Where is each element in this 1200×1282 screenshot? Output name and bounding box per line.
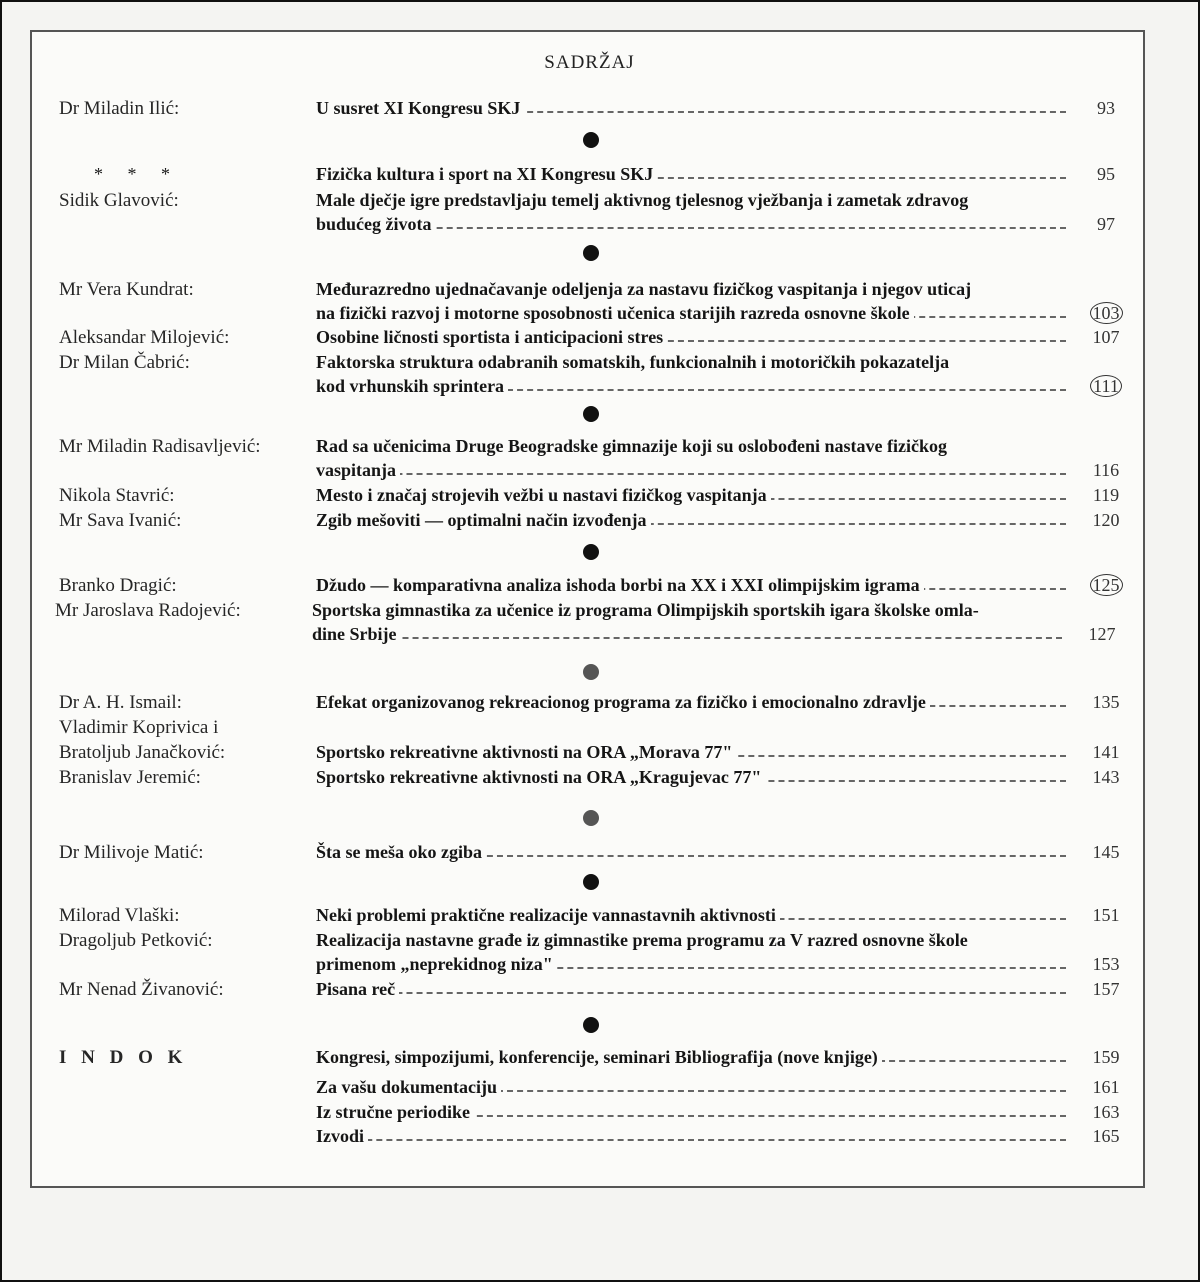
- toc-entry[interactable]: [316, 436, 1126, 484]
- toc-title-line: Iz stručne periodike: [316, 1102, 474, 1122]
- toc-title-line: Sportsko rekreativne aktivnosti na ORA „Kragujevac 77": [316, 767, 765, 787]
- toc-title-line: Izvodi: [316, 1126, 368, 1146]
- toc-author: Mr Miladin Radisavljević:: [59, 436, 261, 457]
- page-number: 93: [1097, 98, 1115, 118]
- toc-title-line: Za vašu dokumentaciju: [316, 1077, 501, 1097]
- page-number: 141: [1092, 742, 1120, 762]
- toc-title-line: budućeg života: [316, 214, 436, 234]
- toc-author: Dragoljub Petković:: [59, 930, 213, 951]
- toc-title-line: Sportsko rekreativne aktivnosti na ORA „Morava 77": [316, 742, 736, 762]
- page-number: 165: [1092, 1126, 1120, 1146]
- toc-entry[interactable]: [316, 1126, 1126, 1150]
- toc-entry[interactable]: [316, 575, 1126, 599]
- toc-title-line: Šta se meša oko zgiba: [316, 842, 486, 862]
- toc-title-line: kod vrhunskih sprintera: [316, 376, 508, 396]
- toc-entry[interactable]: [316, 327, 1126, 351]
- page-number-circled: 103: [1090, 302, 1123, 324]
- page-number-circled: 125: [1090, 574, 1123, 596]
- page-number: [1086, 575, 1126, 596]
- toc-content: [32, 32, 1143, 1186]
- toc-entry[interactable]: [316, 164, 1126, 188]
- toc-entry[interactable]: [316, 767, 1126, 791]
- section-bullet: [583, 810, 599, 826]
- toc-entry[interactable]: [316, 190, 1126, 238]
- toc-title-line: Efekat organizovanog rekreacionog programa za fizičko i emocionalno zdravlje: [316, 692, 930, 712]
- toc-author: Mr Nenad Živanović:: [59, 979, 224, 1000]
- page-number: 151: [1092, 905, 1120, 925]
- page-number: 153: [1092, 954, 1120, 974]
- section-bullet: [583, 544, 599, 560]
- page-number: 107: [1092, 327, 1120, 347]
- toc-entry[interactable]: [316, 485, 1126, 509]
- toc-author: Vladimir Koprivica i: [59, 717, 219, 738]
- page-title: SADRŽAJ: [544, 52, 635, 73]
- toc-title-line: Pisana reč: [316, 979, 399, 999]
- page-number: 116: [1092, 460, 1120, 480]
- toc-author: Nikola Stavrić:: [59, 485, 175, 506]
- toc-author: Bratoljub Janačković:: [59, 742, 226, 763]
- section-bullet: [583, 245, 599, 261]
- toc-title-line: Male dječje igre predstavljaju temelj aktivnog tjelesnog vježbanja i zametak zdravog: [316, 190, 972, 210]
- toc-title-line: vaspitanja: [316, 460, 400, 480]
- toc-author-stars: * * *: [94, 164, 180, 184]
- toc-title-line: Međurazredno ujednačavanje odeljenja za nastavu fizičkog vaspitanja i njegov uticaj: [316, 279, 975, 299]
- page-number: 127: [1088, 624, 1116, 644]
- toc-author: Mr Sava Ivanić:: [59, 510, 182, 531]
- toc-author: Dr Milan Čabrić:: [59, 352, 190, 373]
- page-number: 120: [1092, 510, 1120, 530]
- toc-author: Dr Milivoje Matić:: [59, 842, 204, 863]
- page-number: 159: [1092, 1047, 1120, 1067]
- toc-title-line: U susret XI Kongresu SKJ: [316, 98, 524, 118]
- toc-entry[interactable]: [316, 352, 1126, 400]
- toc-author: Milorad Vlaški:: [59, 905, 180, 926]
- page-number: 135: [1092, 692, 1120, 712]
- page-number-circled: 111: [1090, 375, 1122, 397]
- section-bullet: [583, 406, 599, 422]
- toc-title-line: Rad sa učenicima Druge Beogradske gimnazije koji su oslobođeni nastave fizičkog: [316, 436, 951, 456]
- toc-title-line: dine Srbije: [312, 624, 401, 644]
- toc-author: Mr Jaroslava Radojević:: [55, 600, 241, 621]
- toc-author: Branislav Jeremić:: [59, 767, 201, 788]
- toc-entry[interactable]: [316, 98, 1126, 122]
- section-bullet: [583, 132, 599, 148]
- toc-title-line: Faktorska struktura odabranih somatskih, funkcionalnih i motoričkih pokazatelja: [316, 352, 953, 372]
- section-bullet: [583, 874, 599, 890]
- toc-entry[interactable]: [316, 1077, 1126, 1101]
- document-page: [30, 30, 1145, 1188]
- toc-title-line: Osobine ličnosti sportista i anticipacioni stres: [316, 327, 667, 347]
- toc-entry[interactable]: [316, 842, 1126, 866]
- toc-entry[interactable]: [316, 742, 1126, 766]
- page-number: 95: [1097, 164, 1115, 184]
- section-bullet: [583, 1017, 599, 1033]
- page-number: 161: [1092, 1077, 1120, 1097]
- toc-entry[interactable]: [316, 1102, 1126, 1126]
- page-number: 97: [1097, 214, 1115, 234]
- toc-title-line: Fizička kultura i sport na XI Kongresu SKJ: [316, 164, 657, 184]
- section-bullet: [583, 664, 599, 680]
- toc-title-line: primenom „neprekidnog niza": [316, 954, 557, 974]
- toc-entry[interactable]: [316, 692, 1126, 716]
- page-number: 143: [1092, 767, 1120, 787]
- toc-entry[interactable]: [312, 600, 1122, 648]
- toc-title-line: Zgib mešoviti — optimalni način izvođenja: [316, 510, 651, 530]
- toc-title-line: Realizacija nastavne građe iz gimnastike prema programu za V razred osnovne škole: [316, 930, 972, 950]
- toc-author: Branko Dragić:: [59, 575, 177, 596]
- toc-title-line: Džudo — komparativna analiza ishoda borbi na XX i XXI olimpijskim igrama: [316, 575, 924, 595]
- toc-title-line: Neki problemi praktične realizacije vannastavnih aktivnosti: [316, 905, 780, 925]
- toc-author: Dr Miladin Ilić:: [59, 98, 180, 119]
- page-number: [1086, 376, 1126, 397]
- toc-entry[interactable]: [316, 1047, 1126, 1071]
- toc-entry[interactable]: [316, 510, 1126, 534]
- toc-title-line: Kongresi, simpozijumi, konferencije, seminari Bibliografija (nove knjige): [316, 1047, 882, 1067]
- toc-title-line: Sportska gimnastika za učenice iz programa Olimpijskih sportskih igara školske omla-: [312, 600, 983, 620]
- toc-entry[interactable]: [316, 930, 1126, 978]
- toc-title-line: na fizički razvoj i motorne sposobnosti učenica starijih razreda osnovne škole: [316, 303, 914, 323]
- toc-author: Sidik Glavović:: [59, 190, 179, 211]
- toc-author: Dr A. H. Ismail:: [59, 692, 182, 713]
- page-number: 157: [1092, 979, 1120, 999]
- indok-heading: I N D O K: [59, 1047, 188, 1068]
- toc-title-line: Mesto i značaj strojevih vežbi u nastavi fizičkog vaspitanja: [316, 485, 771, 505]
- toc-author: Aleksandar Milojević:: [59, 327, 230, 348]
- toc-entry[interactable]: [316, 279, 1126, 327]
- page-number: 119: [1092, 485, 1120, 505]
- toc-entry[interactable]: [316, 979, 1126, 1003]
- toc-entry[interactable]: [316, 905, 1126, 929]
- toc-author: Mr Vera Kundrat:: [59, 279, 194, 300]
- page-number: 163: [1092, 1102, 1120, 1122]
- page-number: 145: [1092, 842, 1120, 862]
- page-number: [1086, 303, 1126, 324]
